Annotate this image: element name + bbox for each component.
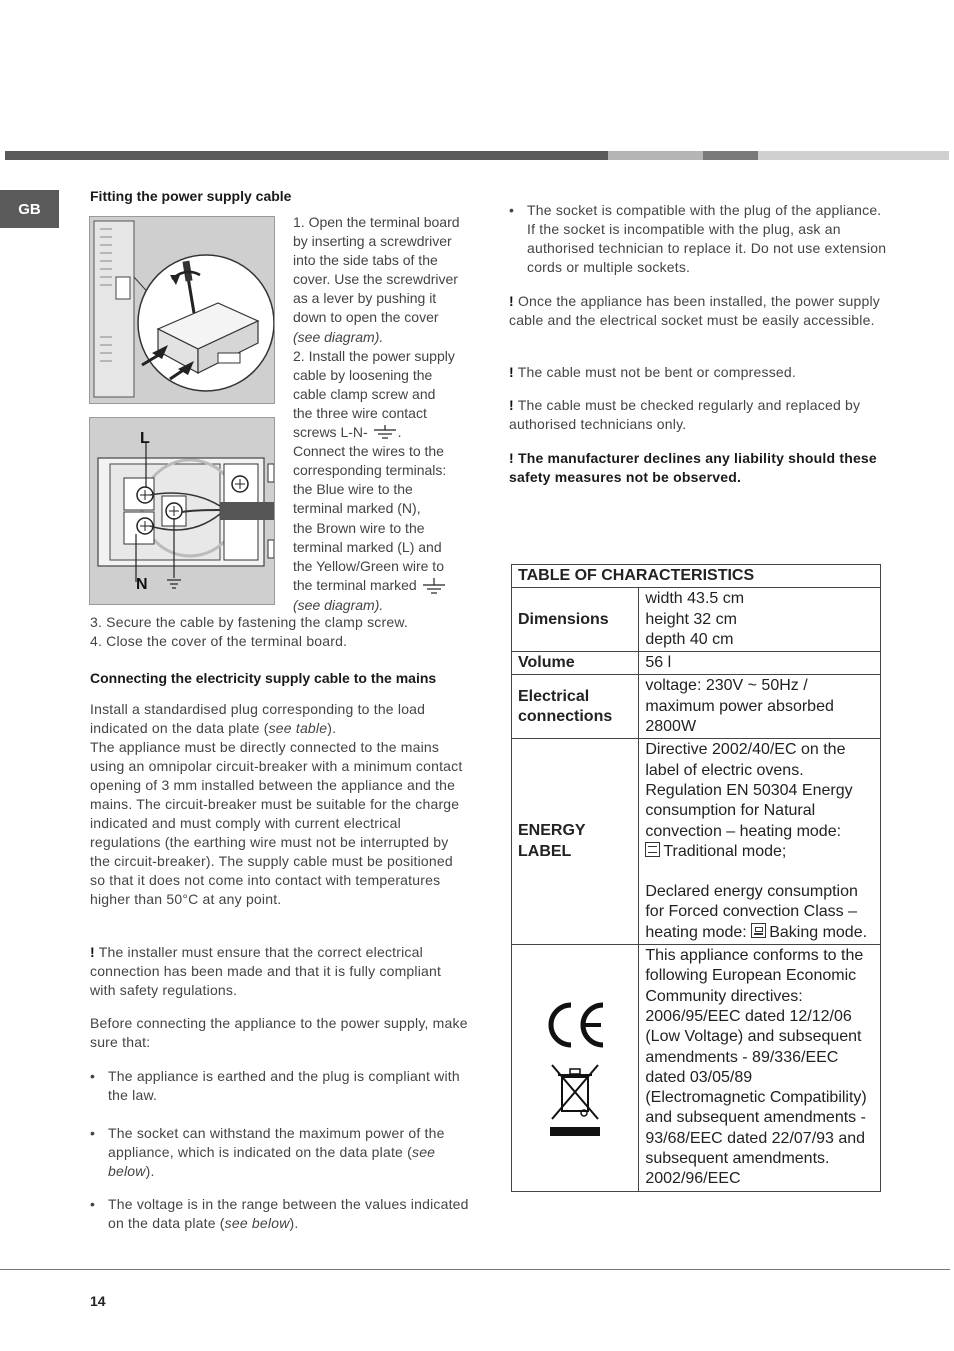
energy-value: Directive 2002/40/EC on the label of electric ovens. Regulation EN 50304 Energy consumption for Natural convection – heating mode: Traditional mode; Declared energy consumption for Forced convection Class – heating mode: Baking mode. (639, 739, 881, 945)
before-connecting-text: Before connecting the appliance to the power supply, make sure that: (90, 1015, 468, 1050)
bullet-socket-power: • The socket can withstand the maximum power of the appliance, which is indicated on the data plate (see below). (90, 1125, 445, 1179)
footer-divider (0, 1269, 950, 1270)
earth-symbol-icon (372, 425, 398, 439)
table-row (512, 739, 881, 945)
step-line: cable clamp screw and (293, 385, 436, 402)
baking-mode-icon (751, 923, 766, 938)
live-terminal-label: L (140, 430, 150, 447)
step-line: (see diagram). (293, 596, 384, 613)
table-row (512, 588, 881, 652)
electrical-label: Electrical connections (512, 675, 639, 739)
step-line: the Blue wire to the (293, 481, 413, 498)
bullet-dot-icon: • (90, 1125, 96, 1141)
mains-text (90, 700, 468, 909)
bullet-voltage: • The voltage is in the range between the values indicated on the data plate (see below). (90, 1196, 469, 1231)
step-line: terminal marked (N), (293, 500, 421, 517)
traditional-mode-icon (645, 842, 660, 857)
characteristics-table (511, 564, 881, 1192)
step-line: the terminal marked (293, 576, 417, 593)
bullet-socket-compatible: • The socket is compatible with the plug of the appliance. If the socket is incompatible with the plug, ask an authorised technician to replace it. Do not use extension cords or multiple sockets. (509, 202, 887, 275)
bullet-dot-icon: • (509, 202, 515, 218)
step-line: screws L-N- (293, 424, 368, 441)
volume-label: Volume (512, 652, 639, 675)
compliance-marks (512, 945, 639, 1192)
step-4: 4. Close the cover of the terminal board. (90, 633, 348, 649)
header-bar-dark (5, 151, 608, 160)
ce-mark-icon (543, 999, 607, 1051)
step-line: terminal marked (L) and (293, 538, 442, 555)
step-line-with-earth (293, 576, 473, 596)
table-row (512, 675, 881, 739)
warning-mark-icon: ! (509, 364, 514, 380)
step-line-with-earth: screws L-N- . (293, 424, 402, 441)
step-line: corresponding terminals: (293, 462, 447, 479)
compliance-text: This appliance conforms to the following European Economic Community directives: 2006/95/EEC dated 12/12/06 (Low Voltage) and subsequent amendments - 89/336/EEC dated 03/05/89 (Electromagnetic Compatibility) and subsequent amendments - 93/68/EEC dated 22/07/93 and subsequent amendments. 2002/96/EEC (639, 945, 881, 1192)
note-checked: ! The cable must be checked regularly and replaced by authorised technicians only. (509, 397, 861, 432)
warning-mark-icon: ! (90, 944, 95, 960)
page-number: 14 (90, 1293, 106, 1309)
terminal-wiring-illustration (90, 418, 274, 604)
header-bar-pale (758, 151, 949, 160)
table-title: TABLE OF CHARACTERISTICS (512, 565, 881, 588)
electrical-value: voltage: 230V ~ 50Hz / maximum power absorbed 2800W (639, 675, 881, 739)
warning-mark-icon: ! (509, 293, 514, 309)
terminal-cover-diagram (89, 216, 275, 404)
note-accessible: ! Once the appliance has been installed, the power supply cable and the electrical socket must be easily accessible. (509, 293, 880, 328)
installer-note: ! The installer must ensure that the correct electrical connection has been made and that it is fully compliant with safety regulations. (90, 944, 442, 998)
step-line: the Yellow/Green wire to (293, 557, 444, 574)
step-line: cover. Use the screwdriver (293, 271, 458, 288)
note-liability: ! The manufacturer declines any liability should these safety measures not be observed. (509, 450, 877, 485)
step-line: 1. Open the terminal board (293, 214, 460, 230)
warning-mark-icon: ! (509, 450, 514, 466)
mains-paragraph-2: The appliance must be directly connected to the mains using an omnipolar circuit-breaker with a minimum contact opening of 3 mm installed between the appliance and the mains. The circuit-breaker must be suitable for the charge indicated and must comply with current electrical regulations (the earthing wire must not be interrupted by the circuit-breaker). The supply cable must be positioned so that it does not come into contact with temperatures higher than 50°C at any point. (90, 739, 463, 907)
warning-mark-icon: ! (509, 397, 514, 413)
step-line: down to open the cover (293, 309, 439, 326)
step-line: into the side tabs of the (293, 252, 438, 269)
earth-symbol-icon (421, 578, 447, 596)
bullet-dot-icon: • (90, 1068, 96, 1084)
step-line: the Brown wire to the (293, 519, 425, 536)
language-tab: GB (0, 190, 59, 228)
step-line: by inserting a screwdriver (293, 233, 452, 250)
table-row (512, 565, 881, 588)
table-row (512, 945, 881, 1192)
fitting-title: Fitting the power supply cable (90, 188, 292, 204)
step-line: as a lever by pushing it (293, 290, 437, 307)
header-bar-light (608, 151, 703, 160)
step-3: 3. Secure the cable by fastening the clamp screw. (90, 614, 408, 630)
energy-label: ENERGY LABEL (512, 739, 639, 945)
step-line: Connect the wires to the (293, 443, 444, 460)
mains-title: Connecting the electricity supply cable to the mains (90, 670, 437, 686)
fitting-steps (293, 213, 473, 615)
terminal-cover-illustration (90, 217, 274, 403)
volume-value: 56 l (639, 652, 881, 675)
mains-paragraph-1: Install a standardised plug corresponding to the load indicated on the data plate (see table). (90, 701, 426, 736)
step-line: the three wire contact (293, 404, 427, 421)
weee-bin-icon (548, 1063, 602, 1137)
step-line: (see diagram). (293, 328, 384, 345)
note-not-bent: ! The cable must not be bent or compressed. (509, 364, 796, 380)
step-line: cable by loosening the (293, 366, 433, 383)
bullet-dot-icon: • (90, 1196, 96, 1212)
neutral-terminal-label: N (136, 576, 148, 593)
header-bar-mid (703, 151, 758, 160)
step-line: 2. Install the power supply (293, 347, 455, 364)
terminal-wiring-diagram (89, 417, 275, 605)
table-row (512, 652, 881, 675)
dimensions-value: width 43.5 cm height 32 cm depth 40 cm (639, 588, 881, 652)
dimensions-label: Dimensions (512, 588, 639, 652)
bullet-earthed: • The appliance is earthed and the plug is compliant with the law. (90, 1068, 460, 1103)
